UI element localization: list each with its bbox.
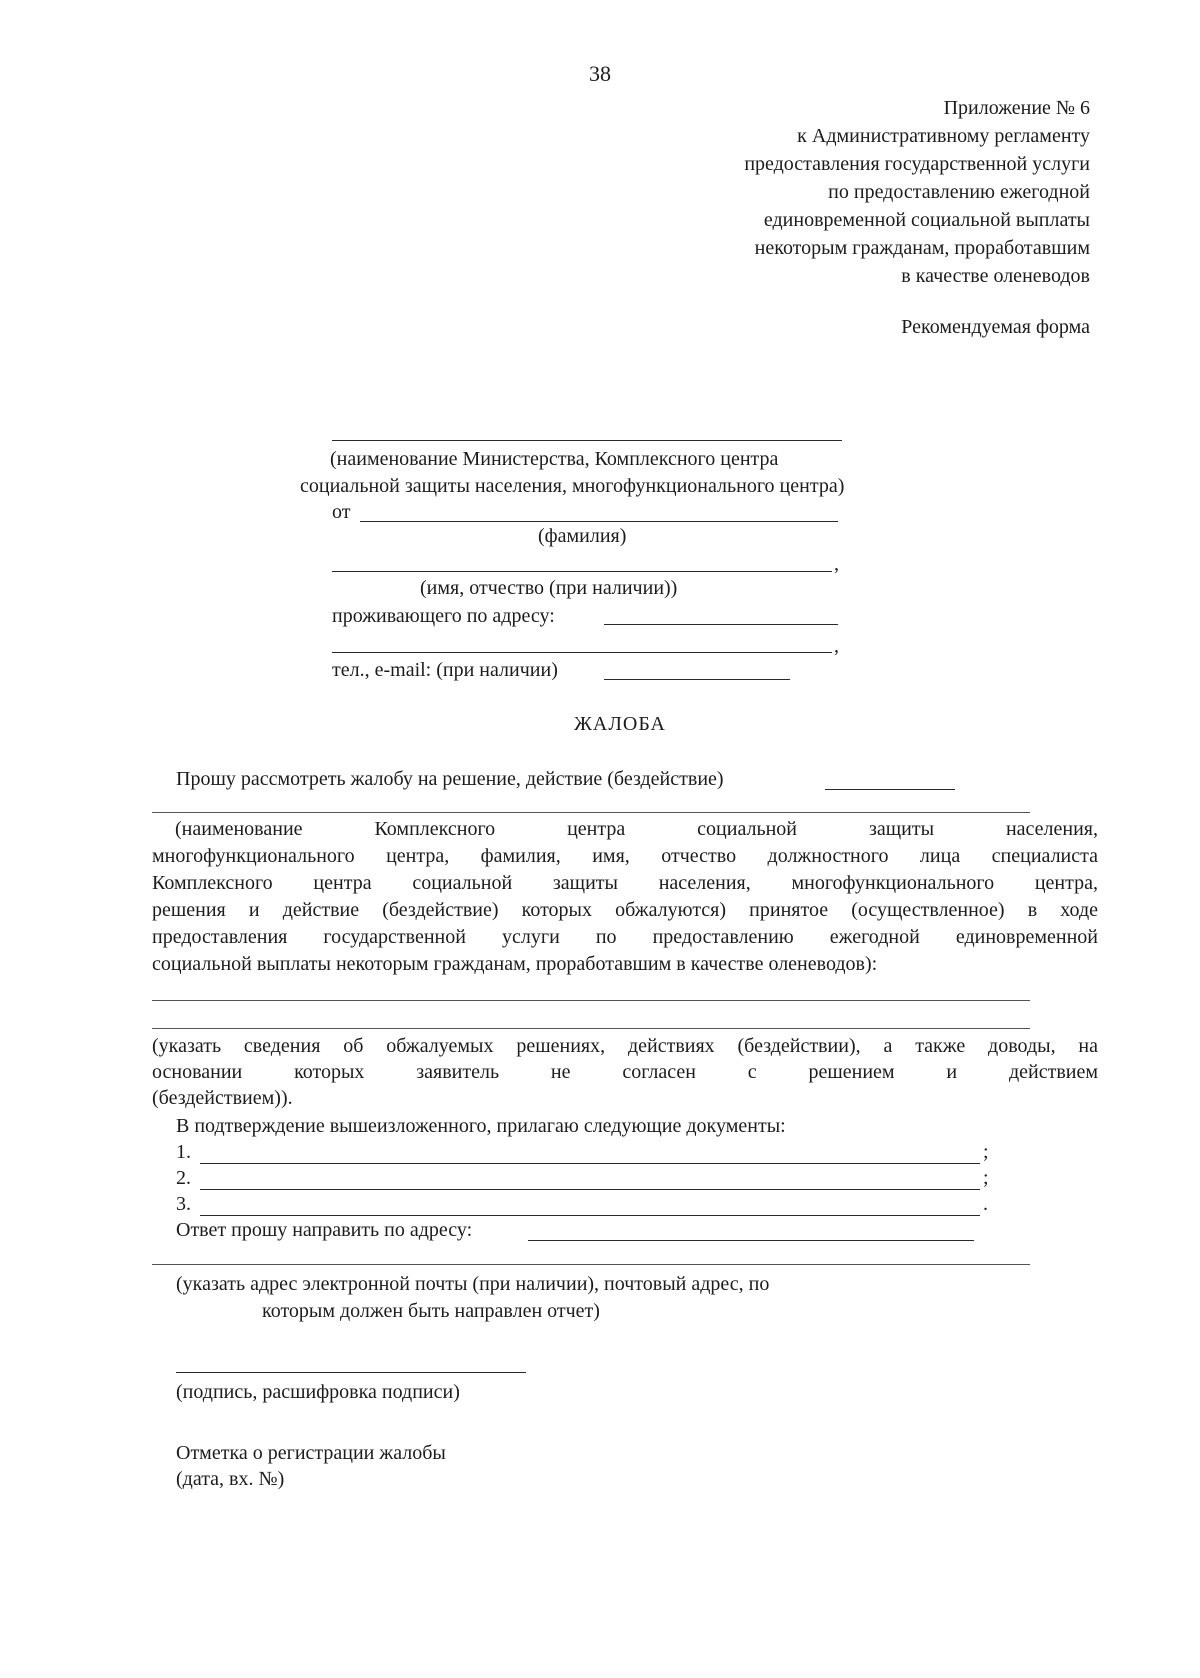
caption-line: многофункционального центра, фамилия, имя, отчество должностного лица специалиста: [152, 845, 1098, 867]
caption-line: решения и действие (бездействие) которых обжалуются) принятое (осуществленное) в ходе: [152, 899, 1098, 921]
attachment-number: 3.: [176, 1193, 191, 1215]
attachment-number: 1.: [176, 1141, 191, 1163]
reasons-line: (указать сведения об обжалуемых решениях, действиях (бездействии), а также доводы, на: [152, 1035, 1098, 1057]
header-line: по предоставлению ежегодной: [828, 181, 1090, 203]
registration-label: Отметка о регистрации жалобы: [176, 1442, 446, 1464]
caption-line: (наименование Комплексного центра социальной защиты населения,: [175, 818, 1098, 840]
surname-field[interactable]: [360, 521, 838, 522]
reasons-line: (бездействием)).: [152, 1087, 293, 1109]
header-line: Приложение № 6: [943, 97, 1090, 119]
comma: ,: [834, 635, 839, 657]
reply-caption: (указать адрес электронной почты (при наличии), почтовый адрес, по: [176, 1273, 770, 1295]
signature-caption: (подпись, расшифровка подписи): [176, 1381, 460, 1403]
request-field-2[interactable]: [152, 812, 1030, 813]
request-text: Прошу рассмотреть жалобу на решение, действие (бездействие): [176, 768, 724, 790]
details-field-2[interactable]: [152, 1028, 1030, 1029]
reply-caption: которым должен быть направлен отчет): [262, 1300, 600, 1322]
org-caption: социальной защиты населения, многофункционального центра): [300, 475, 845, 497]
attachment-end: ;: [983, 1141, 989, 1163]
signature-field[interactable]: [176, 1372, 526, 1373]
details-field-1[interactable]: [152, 1000, 1030, 1001]
attachments-intro: В подтверждение вышеизложенного, прилагаю следующие документы:: [176, 1115, 786, 1137]
name-caption: (имя, отчество (при наличии)): [420, 577, 678, 599]
request-field[interactable]: [825, 789, 955, 790]
header-line: единовременной социальной выплаты: [763, 209, 1090, 231]
header-line: к Административному регламенту: [797, 125, 1090, 147]
document-title: ЖАЛОБА: [573, 713, 667, 735]
caption-line: Комплексного центра социальной защиты населения, многофункционального центра,: [152, 872, 1098, 894]
attachment-field[interactable]: [200, 1189, 980, 1190]
reply-label: Ответ прошу направить по адресу:: [176, 1219, 473, 1241]
address-label: проживающего по адресу:: [332, 605, 555, 627]
phone-field[interactable]: [604, 679, 790, 680]
attachment-number: 2.: [176, 1167, 191, 1189]
caption-line: предоставления государственной услуги по предоставлению ежегодной единовременной: [152, 926, 1098, 948]
form-note: Рекомендуемая форма: [901, 316, 1090, 338]
comma: ,: [834, 553, 839, 575]
surname-caption: (фамилия): [538, 525, 627, 547]
registration-date-label: (дата, вх. №): [176, 1468, 285, 1490]
page-number: 38: [589, 61, 611, 86]
attachment-field[interactable]: [200, 1215, 980, 1216]
attachment-end: ;: [983, 1167, 989, 1189]
attachment-end: .: [983, 1193, 988, 1215]
header-line: некоторым гражданам, проработавшим: [754, 237, 1090, 259]
header-line: в качестве оленеводов: [901, 265, 1090, 287]
caption-line: социальной выплаты некоторым гражданам, проработавшим в качестве оленеводов):: [152, 953, 878, 975]
reply-address-field-2[interactable]: [152, 1264, 1030, 1265]
address-field[interactable]: [604, 624, 838, 625]
reasons-line: основании которых заявитель не согласен с решением и действием: [152, 1061, 1098, 1083]
org-caption: (наименование Министерства, Комплексного центра: [330, 448, 779, 470]
from-label: от: [332, 501, 351, 523]
name-field[interactable]: [332, 571, 832, 572]
phone-label: тел., e-mail: (при наличии): [332, 659, 558, 681]
attachment-field[interactable]: [200, 1163, 980, 1164]
address-field-2[interactable]: [332, 652, 832, 653]
reply-address-field[interactable]: [528, 1240, 974, 1241]
org-name-field[interactable]: [332, 440, 842, 441]
header-line: предоставления государственной услуги: [744, 153, 1090, 175]
